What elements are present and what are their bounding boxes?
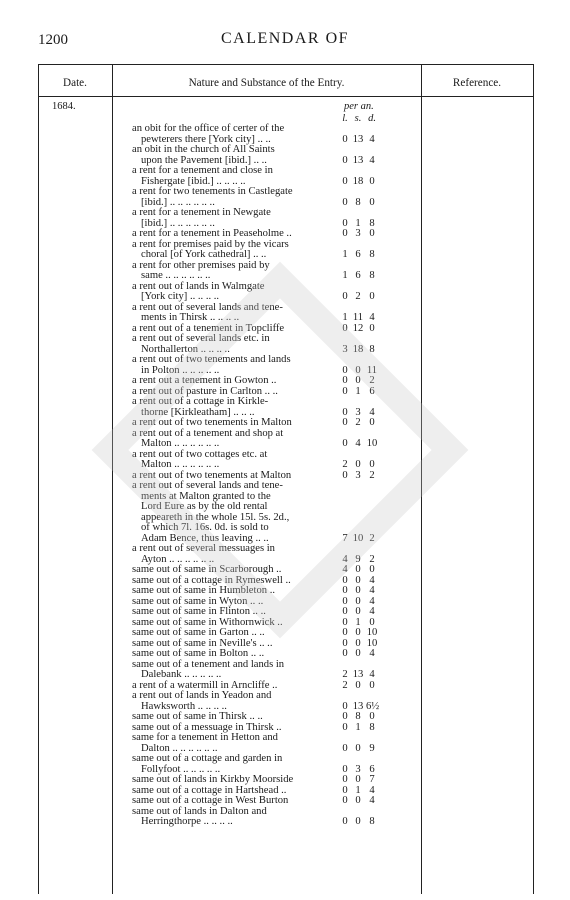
amount-pence: 4 bbox=[369, 648, 375, 659]
entry-line: same out of a messuage in Thirsk .. bbox=[132, 721, 282, 733]
entry-text bbox=[132, 733, 334, 754]
entry-text bbox=[132, 607, 334, 618]
list-item bbox=[132, 397, 410, 418]
amount-pence: 4 bbox=[369, 133, 375, 145]
amount-pounds: 2 bbox=[342, 669, 348, 680]
shillings-label: s. bbox=[354, 113, 362, 124]
list-item bbox=[132, 712, 410, 723]
entry-text bbox=[132, 775, 334, 786]
entry-text bbox=[132, 397, 334, 418]
amount-pounds: 0 bbox=[342, 595, 348, 607]
amount-shillings: 1 bbox=[355, 217, 361, 229]
amount-pounds: 0 bbox=[342, 816, 348, 827]
list-item bbox=[132, 733, 410, 754]
entry-line: a rent out of two tenements in Malton bbox=[132, 417, 292, 428]
amount-pounds: 0 bbox=[342, 742, 348, 754]
entry-text bbox=[132, 166, 334, 187]
amount-pence: 4 bbox=[369, 574, 375, 586]
amount-pounds: 0 bbox=[342, 154, 348, 166]
header-date: Date. bbox=[63, 77, 87, 89]
entry-line: Follyfoot .. .. .. .. .. bbox=[141, 763, 221, 775]
amount-pence: 0 bbox=[369, 228, 375, 239]
entry-line: a rent out of several lands and tene- bbox=[132, 480, 283, 491]
amount-shillings: 0 bbox=[355, 637, 361, 649]
amount-shillings: 18 bbox=[352, 175, 364, 187]
amount-pence: 2 bbox=[369, 532, 375, 544]
amount-pounds: 0 bbox=[342, 700, 348, 712]
entry-text bbox=[132, 586, 334, 597]
entry-line: a rent out of a cottage in Kirkle- bbox=[132, 396, 269, 407]
entry-line: a rent for a tenement and close in bbox=[132, 165, 273, 176]
amount-shillings: 6 bbox=[355, 270, 361, 281]
entry-text bbox=[132, 124, 334, 145]
entry-line: Fishergate [ibid.] .. .. .. .. bbox=[141, 175, 246, 187]
amount-pounds: 0 bbox=[342, 375, 348, 386]
entry-line: same out of same in Garton .. .. bbox=[132, 627, 265, 638]
entry-text bbox=[132, 807, 334, 828]
entry-line: a rent out of several lands and tene- bbox=[132, 301, 283, 313]
amount-pence: 0 bbox=[369, 175, 375, 187]
entry-line: a rent out of two tenements and lands bbox=[132, 354, 291, 365]
entry-line: Northallerton .. .. .. .. bbox=[141, 343, 230, 355]
entry-line: Dalebank .. .. .. .. .. bbox=[141, 669, 222, 680]
list-item bbox=[132, 607, 410, 618]
year: 1684. bbox=[52, 101, 76, 112]
entry-line: same .. .. .. .. .. .. bbox=[141, 270, 211, 281]
entry-line: same out of lands in Dalton and bbox=[132, 805, 267, 817]
entry-line: Ayton .. .. .. .. .. .. bbox=[141, 553, 215, 565]
amount-pence: 8 bbox=[369, 249, 375, 260]
amount-shillings: 0 bbox=[355, 627, 361, 638]
entry-line: a rent for a tenement in Newgate bbox=[132, 207, 271, 218]
amount-pence: 4 bbox=[369, 585, 375, 596]
entry-line: choral [of York cathedral] .. .. bbox=[141, 249, 267, 260]
amount-pence: 8 bbox=[369, 217, 375, 229]
amount-shillings: 13 bbox=[352, 154, 364, 166]
amount-pence: 4 bbox=[369, 795, 375, 806]
entry-line: an obit in the church of All Saints bbox=[132, 144, 275, 155]
amount-pounds: 1 bbox=[342, 312, 348, 323]
amount-shillings: 13 bbox=[352, 700, 364, 712]
entry-text bbox=[132, 450, 334, 471]
list-item bbox=[132, 628, 410, 639]
entry-text bbox=[132, 355, 334, 376]
list-item bbox=[132, 807, 410, 828]
amount-pounds: 4 bbox=[342, 553, 348, 565]
entry-line: same out of same in Scarborough .. bbox=[132, 564, 282, 575]
list-item bbox=[132, 187, 410, 208]
amount-pounds: 1 bbox=[342, 249, 348, 260]
amount-shillings: 13 bbox=[352, 669, 364, 680]
amount-pounds: 0 bbox=[342, 784, 348, 796]
entry-text bbox=[132, 334, 334, 355]
amount-shillings: 0 bbox=[355, 595, 361, 607]
entry-line: a rent for other premises paid by bbox=[132, 259, 270, 271]
amount-pence: 7 bbox=[369, 774, 375, 785]
list-item bbox=[132, 649, 410, 660]
entry-text bbox=[132, 376, 334, 387]
entry-text bbox=[132, 429, 334, 450]
entry-line: same out of same in Thirsk .. .. bbox=[132, 711, 263, 722]
entry-text bbox=[132, 418, 334, 429]
amount-pence: 6 bbox=[369, 385, 375, 397]
amount-shillings: 0 bbox=[355, 459, 361, 470]
amount-pence: 2 bbox=[369, 375, 375, 386]
entry-line: a rent out of a tenement and shop at bbox=[132, 427, 284, 439]
header-nature: Nature and Substance of the Entry. bbox=[188, 77, 345, 89]
entry-line: same out of a cottage in Rymeswell .. bbox=[132, 574, 291, 586]
entry-line: a rent out of lands in Walmgate bbox=[132, 280, 265, 292]
amount-shillings: 1 bbox=[355, 616, 361, 628]
amount-shillings: 0 bbox=[355, 606, 361, 617]
entry-line: an obit for the office of certer of the bbox=[132, 123, 285, 134]
amount-pounds: 0 bbox=[342, 469, 348, 481]
entry-line: same out of same in Flinton .. .. bbox=[132, 606, 266, 617]
entry-line: same out of same in Bolton .. .. bbox=[132, 648, 265, 659]
amount-pence: 8 bbox=[369, 343, 375, 355]
entry-line: same out of same in Neville's .. .. bbox=[132, 637, 273, 649]
amount-pounds: 0 bbox=[342, 616, 348, 628]
amount-shillings: 0 bbox=[355, 648, 361, 659]
amount-pounds: 0 bbox=[342, 774, 348, 785]
amount-pounds: 7 bbox=[342, 532, 348, 544]
list-item bbox=[132, 166, 410, 187]
entry-text bbox=[132, 712, 334, 723]
amount-pence: 4 bbox=[369, 312, 375, 323]
amount-shillings: 6 bbox=[355, 249, 361, 260]
entry-line: a rent for a tenement in Peaseholme .. bbox=[132, 228, 292, 239]
amount-pence: 10 bbox=[366, 637, 378, 649]
entry-line: a rent for two tenements in Castlegate bbox=[132, 186, 293, 197]
entry-text bbox=[132, 240, 334, 261]
list-item bbox=[132, 429, 410, 450]
amount-shillings: 0 bbox=[355, 364, 361, 376]
amount-pence: 0 bbox=[369, 616, 375, 628]
amount-pounds: 0 bbox=[342, 585, 348, 596]
entry-text bbox=[132, 754, 334, 775]
entry-line: same out of same in Wyton .. .. bbox=[132, 595, 264, 607]
amount-pence: 8 bbox=[369, 816, 375, 827]
entry-line: same out of a cottage in Hartshead .. bbox=[132, 784, 287, 796]
amount-shillings: 1 bbox=[355, 784, 361, 796]
entry-line: a rent out of a tenement in Topcliffe bbox=[132, 322, 285, 334]
amount-pounds: 0 bbox=[342, 606, 348, 617]
amount-shillings: 18 bbox=[352, 343, 364, 355]
amount-pence: 0 bbox=[369, 564, 375, 575]
entry-line: ments in Thirsk .. .. .. .. bbox=[141, 312, 240, 323]
entry-line: pewterers there [York city] .. .. bbox=[141, 133, 271, 145]
amount-shillings: 0 bbox=[355, 679, 361, 691]
pence-label: d. bbox=[368, 113, 376, 124]
amount-pounds: 3 bbox=[342, 343, 348, 355]
list-item bbox=[132, 544, 410, 565]
amount-shillings: 10 bbox=[352, 532, 364, 544]
entry-line: a rent out of two tenements at Malton bbox=[132, 469, 292, 481]
entry-text bbox=[132, 208, 334, 229]
entry-line: appeareth in the whole 15l. 5s. 2d., bbox=[141, 511, 290, 523]
entry-line: a rent out of lands in Yeadon and bbox=[132, 690, 272, 701]
list-item bbox=[132, 355, 410, 376]
entry-text bbox=[132, 303, 334, 324]
amount-pence: 0 bbox=[369, 322, 375, 334]
list-item bbox=[132, 376, 410, 387]
amount-shillings: 8 bbox=[355, 711, 361, 722]
amount-shillings: 3 bbox=[355, 406, 361, 418]
entry-text bbox=[132, 796, 334, 807]
amount-pounds: 0 bbox=[342, 133, 348, 145]
running-title: CALENDAR OF bbox=[220, 30, 350, 47]
list-item bbox=[132, 775, 410, 786]
amount-pence: 8 bbox=[369, 270, 375, 281]
amount-pence: 0 bbox=[369, 711, 375, 722]
amount-pence: 0 bbox=[369, 459, 375, 470]
amount-pounds: 0 bbox=[342, 627, 348, 638]
amount-pounds: 0 bbox=[342, 721, 348, 733]
entry-text bbox=[132, 261, 334, 282]
amount-pence: 6½ bbox=[366, 700, 380, 712]
amount-pence: 8 bbox=[369, 721, 375, 733]
amount-pounds: 0 bbox=[342, 322, 348, 334]
amount-pounds: 0 bbox=[342, 364, 348, 376]
amount-shillings: 13 bbox=[352, 133, 364, 145]
amount-shillings: 8 bbox=[355, 196, 361, 208]
amount-pence: 4 bbox=[369, 406, 375, 418]
column-divider bbox=[533, 64, 534, 894]
entry-list bbox=[132, 124, 410, 828]
amount-pounds: 0 bbox=[342, 291, 348, 302]
amount-shillings: 11 bbox=[352, 312, 364, 323]
entry-line: Malton .. .. .. .. .. .. bbox=[141, 459, 220, 470]
amount-pence: 4 bbox=[369, 606, 375, 617]
entry-line: same out of same in Withornwick .. bbox=[132, 616, 283, 628]
entry-line: a rent out a tenement in Gowton .. bbox=[132, 375, 277, 386]
amount-shillings: 9 bbox=[355, 553, 361, 565]
amount-pounds: 0 bbox=[342, 385, 348, 397]
amount-shillings: 12 bbox=[352, 322, 364, 334]
entry-text bbox=[132, 187, 334, 208]
entry-line: same for a tenement in Hetton and bbox=[132, 732, 278, 743]
amount-pounds: 4 bbox=[342, 564, 348, 575]
header-reference: Reference. bbox=[452, 77, 502, 89]
entry-text bbox=[132, 691, 334, 712]
entry-line: [ibid.] .. .. .. .. .. .. bbox=[141, 217, 215, 229]
entry-line: ments at Malton granted to the bbox=[141, 490, 271, 502]
amount-shillings: 0 bbox=[355, 774, 361, 785]
amount-pence: 0 bbox=[369, 196, 375, 208]
amount-pence: 4 bbox=[369, 784, 375, 796]
amount-shillings: 0 bbox=[355, 574, 361, 586]
amount-pounds: 0 bbox=[342, 711, 348, 722]
list-item bbox=[132, 586, 410, 597]
entry-line: a rent out of several messuages in bbox=[132, 543, 275, 554]
amount-shillings: 0 bbox=[355, 375, 361, 386]
amount-pence: 10 bbox=[366, 627, 378, 638]
list-item bbox=[132, 208, 410, 229]
entry-line: of which 7l. 16s. 0d. is sold to bbox=[141, 522, 269, 533]
entry-text bbox=[132, 660, 334, 681]
entry-line: Hawksworth .. .. .. .. bbox=[141, 700, 227, 712]
amount-shillings: 0 bbox=[355, 795, 361, 806]
list-item bbox=[132, 418, 410, 429]
amount-shillings: 2 bbox=[355, 291, 361, 302]
amount-pounds: 0 bbox=[342, 637, 348, 649]
entry-text bbox=[132, 565, 334, 576]
amount-pounds: 1 bbox=[342, 270, 348, 281]
entry-line: a rent for premises paid by the vicars bbox=[132, 238, 289, 250]
page-number: 1200 bbox=[38, 32, 68, 48]
amount-pence: 0 bbox=[369, 417, 375, 428]
amount-shillings: 1 bbox=[355, 385, 361, 397]
amount-shillings: 1 bbox=[355, 721, 361, 733]
list-item bbox=[132, 229, 410, 240]
amount-pounds: 2 bbox=[342, 679, 348, 691]
entry-line: a rent out of pasture in Carlton .. .. bbox=[132, 385, 278, 397]
amount-pounds: 2 bbox=[342, 459, 348, 470]
entry-line: Dalton .. .. .. .. .. .. bbox=[141, 742, 218, 754]
list-item bbox=[132, 145, 410, 166]
entry-line: a rent out of several lands etc. in bbox=[132, 333, 270, 344]
amount-pounds: 0 bbox=[342, 417, 348, 428]
list-item bbox=[132, 691, 410, 712]
entry-text bbox=[132, 229, 334, 240]
entry-text bbox=[132, 481, 334, 544]
per-annum-label: per an. bbox=[344, 101, 374, 112]
amount-pounds: 0 bbox=[342, 795, 348, 806]
amount-pence: 9 bbox=[369, 742, 375, 754]
column-divider bbox=[38, 64, 39, 894]
entry-text bbox=[132, 628, 334, 639]
amount-pounds: 0 bbox=[342, 574, 348, 586]
entry-text bbox=[132, 282, 334, 303]
amount-shillings: 0 bbox=[355, 585, 361, 596]
amount-pence: 2 bbox=[369, 469, 375, 481]
amount-pounds: 0 bbox=[342, 217, 348, 229]
entry-line: [York city] .. .. .. .. bbox=[141, 291, 220, 302]
amount-shillings: 0 bbox=[355, 564, 361, 575]
amount-pounds: 0 bbox=[342, 438, 348, 449]
column-divider bbox=[112, 64, 113, 894]
list-item bbox=[132, 565, 410, 576]
entry-text bbox=[132, 544, 334, 565]
amount-pounds: 0 bbox=[342, 406, 348, 418]
amount-shillings: 3 bbox=[355, 228, 361, 239]
list-item bbox=[132, 660, 410, 681]
amount-pounds: 0 bbox=[342, 228, 348, 239]
list-item bbox=[132, 240, 410, 261]
list-item bbox=[132, 261, 410, 282]
entry-line: same out of a cottage and garden in bbox=[132, 753, 283, 764]
list-item bbox=[132, 334, 410, 355]
entry-line: in Polton .. .. .. .. .. bbox=[141, 364, 220, 376]
entry-line: [ibid.] .. .. .. .. .. .. bbox=[141, 196, 215, 208]
entry-line: Herringthorpe .. .. .. .. bbox=[141, 816, 233, 827]
entry-line: a rent out of two cottages etc. at bbox=[132, 448, 268, 460]
list-item bbox=[132, 796, 410, 807]
amount-pounds: 0 bbox=[342, 648, 348, 659]
amount-pence: 11 bbox=[366, 364, 378, 376]
amount-shillings: 4 bbox=[355, 438, 361, 449]
entry-line: Malton .. .. .. .. .. .. bbox=[141, 438, 220, 449]
entry-line: same out of a cottage in West Burton bbox=[132, 795, 289, 806]
list-item bbox=[132, 282, 410, 303]
list-item bbox=[132, 450, 410, 471]
amount-pence: 2 bbox=[369, 553, 375, 565]
amount-shillings: 2 bbox=[355, 417, 361, 428]
entry-text bbox=[132, 649, 334, 660]
entry-line: Lord Eure as by the old rental bbox=[141, 501, 268, 512]
amount-shillings: 3 bbox=[355, 763, 361, 775]
entry-line: same out of same in Humbleton .. bbox=[132, 585, 275, 596]
amount-pence: 4 bbox=[369, 154, 375, 166]
entry-line: a rent of a watermill in Arncliffe .. bbox=[132, 679, 278, 691]
amount-shillings: 0 bbox=[355, 742, 361, 754]
entry-line: upon the Pavement [ibid.] .. .. bbox=[141, 154, 267, 166]
list-item bbox=[132, 124, 410, 145]
list-item bbox=[132, 754, 410, 775]
amount-pence: 0 bbox=[369, 679, 375, 691]
list-item bbox=[132, 303, 410, 324]
amount-shillings: 3 bbox=[355, 469, 361, 481]
amount-pence: 4 bbox=[369, 669, 375, 680]
amount-shillings: 0 bbox=[355, 816, 361, 827]
entry-line: same out of lands in Kirkby Moorside bbox=[132, 774, 294, 785]
amount-pence: 6 bbox=[369, 763, 375, 775]
amount-pounds: 0 bbox=[342, 196, 348, 208]
amount-pounds: 0 bbox=[342, 763, 348, 775]
entry-line: Adam Bence, thus leaving .. .. bbox=[141, 532, 269, 544]
pounds-label: l. bbox=[342, 113, 348, 124]
amount-pence: 0 bbox=[369, 291, 375, 302]
column-divider bbox=[421, 64, 422, 894]
entry-text bbox=[132, 145, 334, 166]
amount-pence: 10 bbox=[366, 438, 378, 449]
entry-line: same out of a tenement and lands in bbox=[132, 658, 285, 670]
entry-line: thorne [Kirkleatham] .. .. .. bbox=[141, 406, 255, 418]
amount-pence: 4 bbox=[369, 595, 375, 607]
list-item bbox=[132, 481, 410, 544]
amount-pounds: 0 bbox=[342, 175, 348, 187]
